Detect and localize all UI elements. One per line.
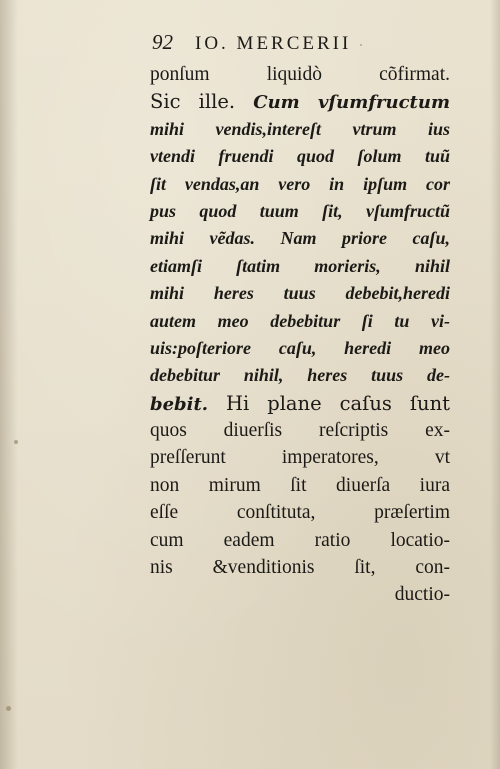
text-line: mihi vẽdas. Nam priore caſu, bbox=[150, 228, 450, 249]
text-line: pus quod tuum ſit, vſumfructũ bbox=[150, 200, 450, 221]
body-text bbox=[150, 61, 450, 609]
text-line: uis:poſteriore caſu, heredi meo bbox=[150, 337, 450, 358]
paper-speck bbox=[6, 706, 11, 711]
text-line: quos diuerſis reſcriptis ex- bbox=[150, 420, 450, 442]
text-line: eſſe conſtituta, præſertim bbox=[150, 502, 450, 524]
text-line: mihi vendis,intereſt vtrum ius bbox=[150, 118, 450, 139]
text-line: nis &venditionis ſit, con- bbox=[150, 557, 450, 579]
running-head: IO. MERCERII bbox=[195, 33, 352, 54]
page-edge-shadow bbox=[490, 0, 500, 769]
text-line: vtendi fruendi quod ſolum tuũ bbox=[150, 146, 450, 167]
text-line: cum eadem ratio locatio- bbox=[150, 529, 450, 551]
text-line bbox=[150, 88, 450, 115]
text-line: ductio- bbox=[394, 584, 450, 606]
page-header bbox=[152, 30, 452, 60]
text-line: etiamſi ſtatim morieris, nihil bbox=[150, 255, 450, 276]
binding-gutter-shadow bbox=[0, 0, 18, 769]
text-line: non mirum ſit diuerſa iura bbox=[150, 474, 450, 496]
text-line: preſſerunt imperatores, vt bbox=[150, 447, 450, 469]
text-line: ſit vendas,an vero in ipſum cor bbox=[150, 173, 450, 194]
text-line: debebitur nihil, heres tuus de- bbox=[150, 365, 450, 386]
text-line: autem meo debebitur ſi tu vi- bbox=[150, 310, 450, 331]
page-number: 92 bbox=[152, 30, 173, 54]
text-segment: Hi plane caſus ſunt bbox=[226, 391, 450, 415]
paper-speck bbox=[14, 440, 18, 444]
text-segment: bebit. bbox=[150, 393, 227, 415]
text-line: ponſum liquidò cõfirmat. bbox=[150, 64, 450, 85]
text-line: mihi heres tuus debebit,heredi bbox=[150, 283, 450, 304]
text-line bbox=[150, 390, 450, 417]
text-segment: Sic ille. bbox=[150, 90, 254, 114]
text-segment: Cum vſumfructum bbox=[253, 92, 450, 114]
